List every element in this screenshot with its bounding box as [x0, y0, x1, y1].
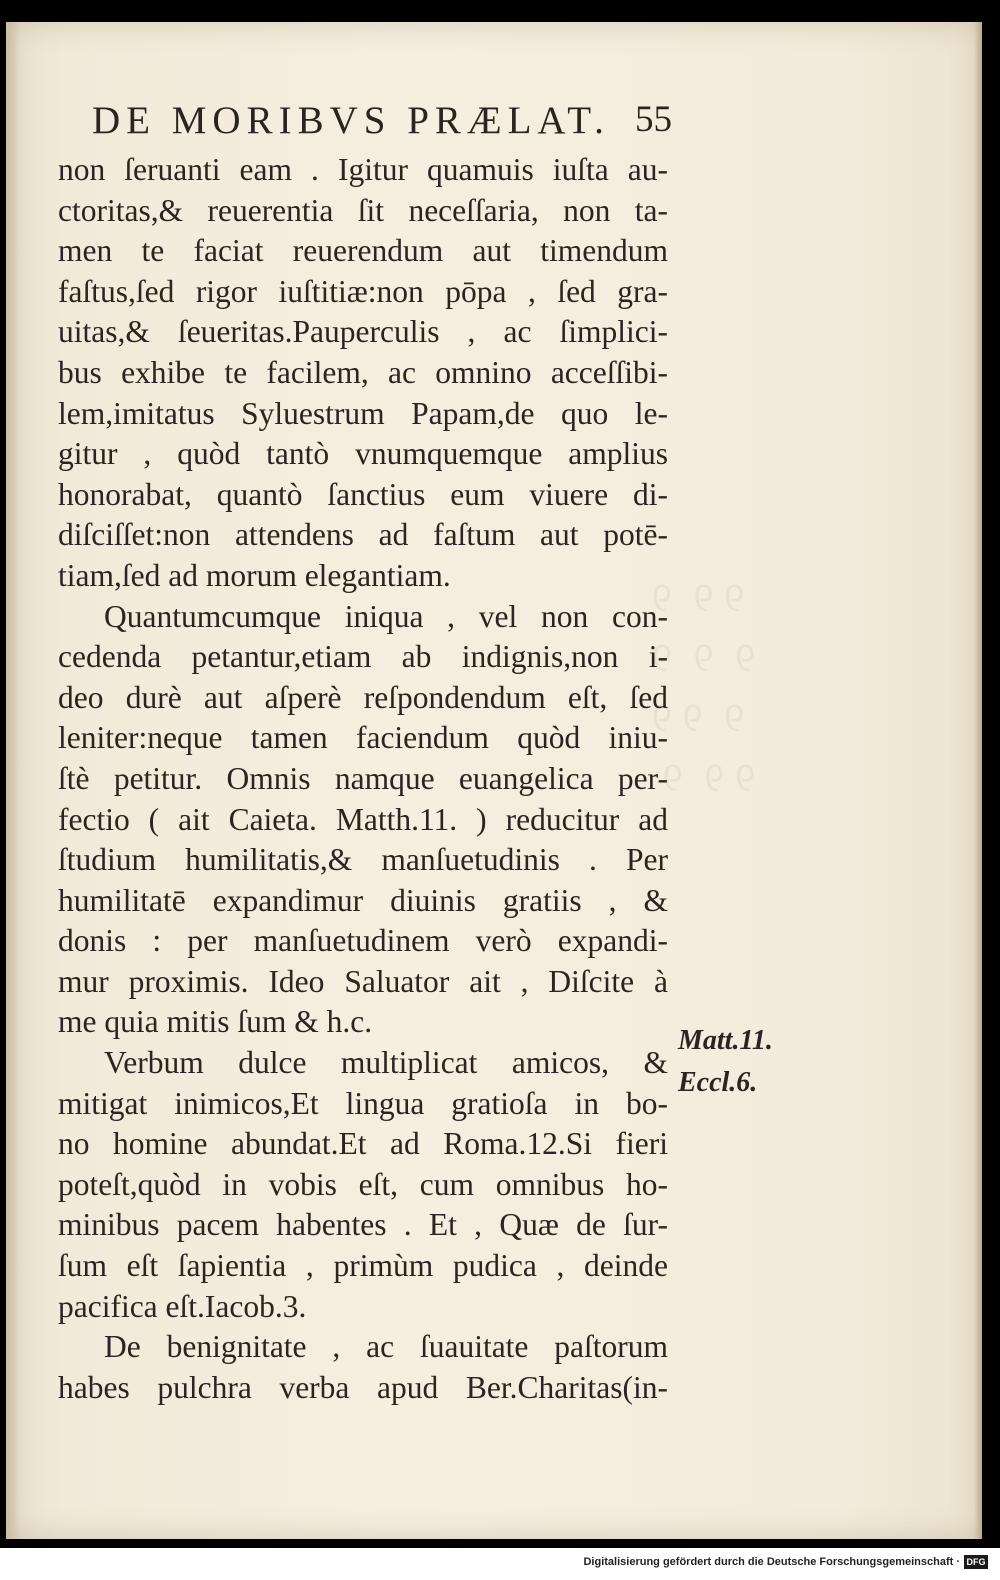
text-line: ſtè petitur. Omnis namque euangelica per-: [58, 760, 668, 796]
text-line: honorabat, quantò ſanctius eum viuere di-: [58, 476, 668, 512]
text-line: men te faciat reuerendum aut timendum: [58, 233, 668, 269]
text-line: fectio ( ait Caieta. Matth.11. ) reducitur ad: [58, 801, 668, 837]
margin-notes: [678, 1020, 798, 1104]
text-line: mur proximis. Ideo Saluator ait , Diſcite à: [58, 963, 668, 999]
text-line: lem,imitatus Syluestrum Papam,de quo le-: [58, 395, 668, 431]
text-line: donis : per manſuetudinem verò expandi-: [58, 923, 668, 959]
text-line: cedenda petantur,etiam ab indignis,non i-: [58, 639, 668, 675]
text-line: ſum eſt ſapientia , primùm pudica , deinde: [58, 1248, 668, 1284]
text-line: De benignitate , ac ſuauitate paſtorum: [104, 1329, 668, 1365]
text-line: tiam,ſed ad morum elegantiam.: [58, 557, 451, 593]
text-line: diſciſſet:non attendens ad faſtum aut potē-: [58, 517, 668, 553]
show-through-texture: ꝯ ꝯ ꝯ ꝯ ꝯ ꝯ ꝯ ꝯ ꝯ ꝯ ꝯ ꝯ: [652, 572, 756, 792]
dfg-logo: DFG: [964, 1555, 988, 1569]
text-line: humilitatē expandimur diuinis gratiis , &: [58, 882, 668, 918]
text-line: non ſeruanti eam . Igitur quamuis iuſta au-: [58, 152, 668, 187]
page-number: 55: [635, 99, 672, 140]
text-line: poteſt,quòd in vobis eſt, cum omnibus ho-: [58, 1166, 668, 1202]
running-head: DE MORIBVS PRÆLAT.: [92, 99, 610, 142]
page-shadow-right: [974, 22, 982, 1539]
text-line: me quia mitis ſum & h.c.: [58, 1004, 373, 1040]
margin-note-ecclesiasticus: Eccl.6.: [678, 1067, 758, 1098]
funding-credit: Digitalisierung gefördert durch die Deutsche Forschungsgemeinschaft ·: [583, 1556, 960, 1568]
text-line: ſtudium humilitatis,& manſuetudinis . Per: [58, 842, 668, 878]
text-line: pacifica eſt.Iacob.3.: [58, 1288, 307, 1324]
text-line: minibus pacem habentes . Et , Quæ de ſur-: [58, 1207, 668, 1243]
text-line: faſtus,ſed rigor iuſtitiæ:non pōpa , ſed gra-: [58, 273, 668, 309]
text-line: bus exhibe te facilem, ac omnino acceſſibi-: [58, 354, 668, 390]
body-text: [58, 150, 668, 1408]
text-line: gitur , quòd tantò vnumquemque amplius: [58, 436, 668, 472]
text-line: Verbum dulce multiplicat amicos, &: [104, 1045, 668, 1081]
text-line: Quantumcumque iniqua , vel non con-: [104, 598, 668, 634]
text-line: no homine abundat.Et ad Roma.12.Si fieri: [58, 1126, 668, 1162]
margin-note-matthew: Matt.11.: [678, 1025, 773, 1056]
page-shadow-left: [6, 22, 20, 1539]
page-header: [92, 98, 672, 148]
text-line: habes pulchra verba apud Ber.Charitas(in-: [58, 1369, 668, 1405]
text-line: leniter:neque tamen faciendum quòd iniu-: [58, 720, 668, 756]
text-line: uitas,& ſeueritas.Pauperculis , ac ſimplici-: [58, 314, 668, 350]
text-line: ctoritas,& reuerentia ſit neceſſaria, non ta-: [58, 192, 668, 228]
text-line: mitigat inimicos,Et lingua gratioſa in bo-: [58, 1085, 668, 1121]
digitization-footer: [0, 1548, 1000, 1580]
text-line: deo durè aut aſperè reſpondendum eſt, ſed: [58, 679, 668, 715]
